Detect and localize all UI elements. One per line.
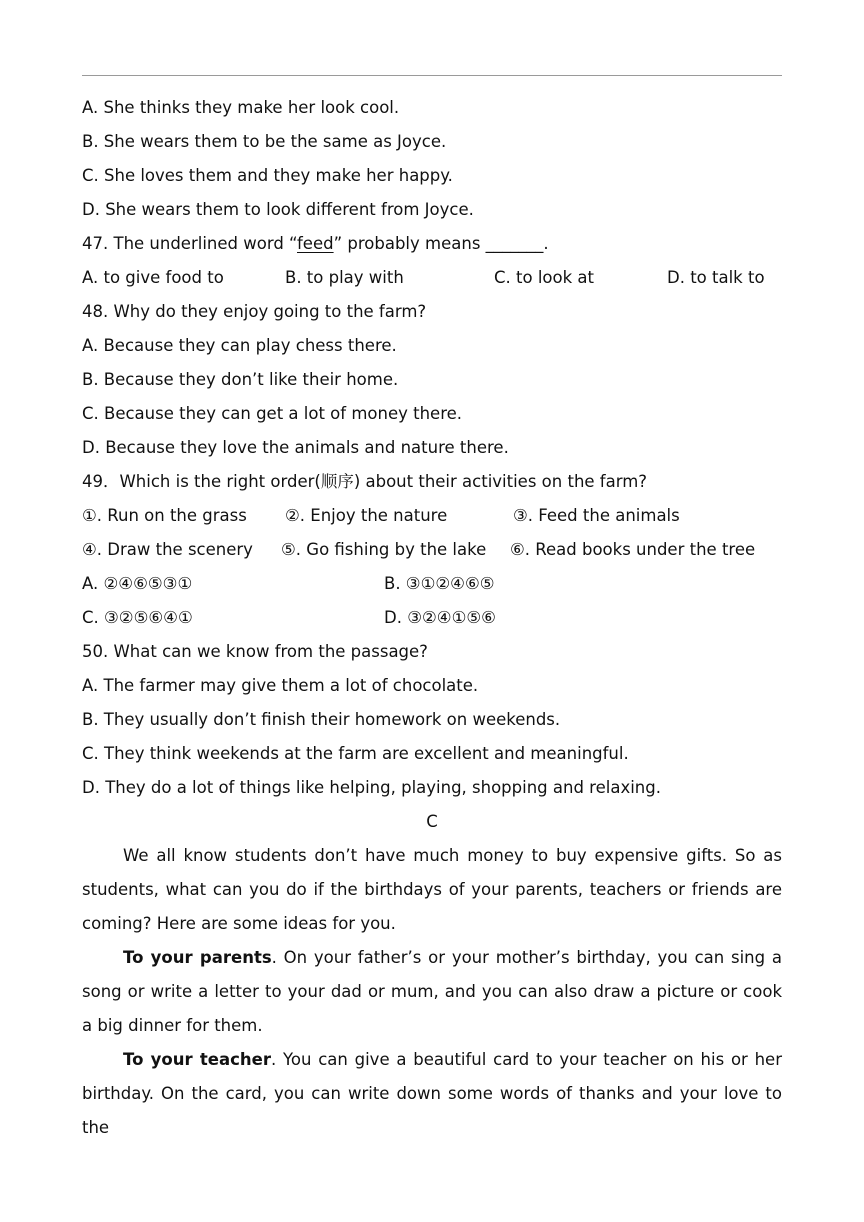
- q50-option-d: D. They do a lot of things like helping, playing, shopping and relaxing.: [82, 778, 661, 797]
- q49-options-row-1: [82, 567, 782, 601]
- q47-option-d: D. to talk to: [667, 268, 765, 287]
- parents-title: To your parents: [123, 948, 272, 967]
- q49-activities-row-2: [82, 533, 782, 567]
- q48-option-a: A. Because they can play chess there.: [82, 336, 397, 355]
- q49-option-b: B. ③①②④⑥⑤: [384, 574, 495, 593]
- q47-question: [82, 227, 782, 261]
- q49-activity-2: ②. Enjoy the nature: [285, 506, 448, 525]
- q49-activities-row-1: [82, 499, 782, 533]
- q47-underlined-word: feed: [297, 234, 334, 253]
- header-rule: [82, 75, 782, 76]
- q50-option-b: B. They usually don’t finish their homework on weekends.: [82, 710, 561, 729]
- document-content: [82, 91, 782, 1145]
- q49-activity-4: ④. Draw the scenery: [82, 540, 253, 559]
- teacher-title: To your teacher: [123, 1050, 271, 1069]
- q49-activity-1: ①. Run on the grass: [82, 506, 247, 525]
- q48-option-c: C. Because they can get a lot of money there.: [82, 404, 463, 423]
- q46-option-d: D. She wears them to look different from Joyce.: [82, 200, 474, 219]
- q49-option-d: D. ③②④①⑤⑥: [384, 608, 496, 627]
- section-c-parents-paragraph: [82, 941, 782, 1043]
- section-c-intro: We all know students don’t have much money to buy expensive gifts. So as students, what can you do if the birthdays of your parents, teachers or friends are coming? Here are some ideas for you.: [82, 846, 782, 933]
- parents-text: . On your father’s or your mother’s birthday, you can sing a song or write a letter to your dad or mum, and you can also draw a picture or cook a big dinner for them.: [82, 948, 782, 1035]
- q50-option-a: A. The farmer may give them a lot of chocolate.: [82, 676, 479, 695]
- q46-option-a: A. She thinks they make her look cool.: [82, 98, 400, 117]
- q47-options-row: [82, 261, 782, 295]
- q46-option-c: C. She loves them and they make her happy.: [82, 166, 453, 185]
- section-c-heading: C: [426, 812, 438, 831]
- q46-option-b: B. She wears them to be the same as Joyce.: [82, 132, 447, 151]
- teacher-text: . You can give a beautiful card to your teacher on his or her birthday. On the card, you can write down some words of thanks and your love to the: [82, 1050, 782, 1137]
- q49-activity-3: ③. Feed the animals: [513, 506, 680, 525]
- q49-option-a: A. ②④⑥⑤③①: [82, 574, 193, 593]
- q50-question: 50. What can we know from the passage?: [82, 642, 428, 661]
- q49-activity-5: ⑤. Go fishing by the lake: [281, 540, 487, 559]
- q49-options-row-2: [82, 601, 782, 635]
- q49-activity-6: ⑥. Read books under the tree: [510, 540, 756, 559]
- q47-suffix: ” probably means _______.: [333, 234, 549, 253]
- q47-prefix: 47. The underlined word “: [82, 234, 297, 253]
- q48-option-b: B. Because they don’t like their home.: [82, 370, 399, 389]
- q49-question: 49．Which is the right order(顺序) about their activities on the farm?: [82, 472, 648, 491]
- q47-option-c: C. to look at: [494, 268, 594, 287]
- section-c-teacher-paragraph: [82, 1043, 782, 1145]
- q50-option-c: C. They think weekends at the farm are excellent and meaningful.: [82, 744, 629, 763]
- q47-option-b: B. to play with: [285, 268, 404, 287]
- q48-option-d: D. Because they love the animals and nature there.: [82, 438, 509, 457]
- q48-question: 48. Why do they enjoy going to the farm?: [82, 302, 427, 321]
- q49-option-c: C. ③②⑤⑥④①: [82, 608, 193, 627]
- q47-option-a: A. to give food to: [82, 268, 224, 287]
